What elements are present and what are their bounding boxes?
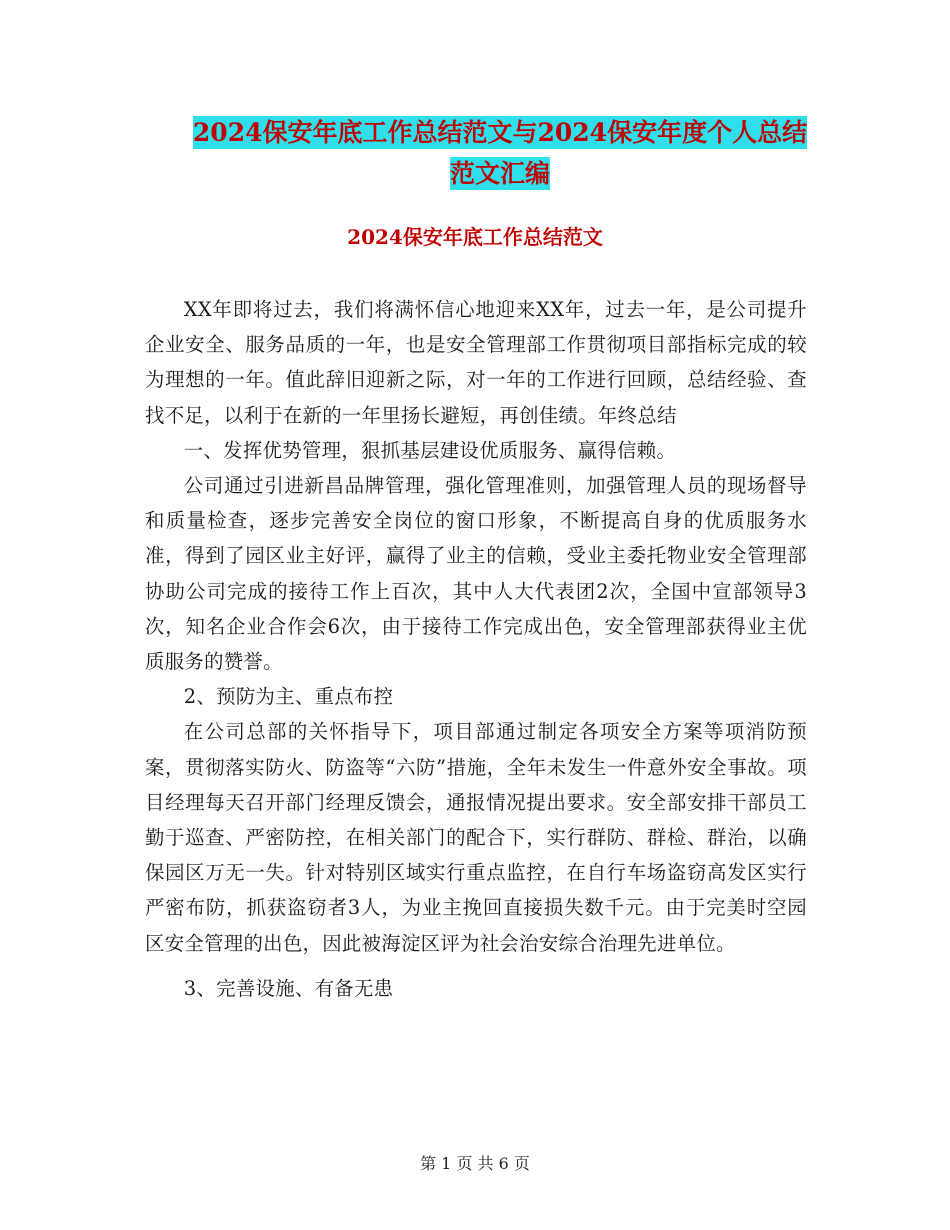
page-footer: 第 1 页 共 6 页 (420, 1154, 530, 1173)
paragraph: 公司通过引进新昌品牌管理，强化管理准则，加强管理人员的现场督导和质量检查，逐步完善安全岗位的窗口形象，不断提高自身的优质服务水准，得到了园区业主好评，赢得了业主的信赖，受业主委托物业安全管理部协助公司完成的接待工作上百次，其中人大代表团2次，全国中宣部领导3次，知名企业合作会6次，由于接待工作完成出色，安全管理部获得业主优质服务的赞誉。 (145, 474, 807, 674)
paragraph: 2、预防为主、重点布控 (183, 685, 394, 709)
paragraph: 一、发挥优势管理，狠抓基层建设优质服务、赢得信赖。 (183, 438, 677, 462)
paragraph: 在公司总部的关怀指导下，项目部通过制定各项安全方案等项消防预案，贯彻落实防火、防盗等“六防”措施，全年未发生一件意外安全事故。项目经理每天召开部门经理反馈会，通报情况提出要求。安全部安排干部员工勤于巡查、严密防控，在相关部门的配合下，实行群防、群检、群治，以确保园区万无一失。针对特别区域实行重点监控，在自行车场盗窃高发区实行严密布防，抓获盗窃者3人，为业主挽回直接损失数千元。由于完美时空园区安全管理的出色，因此被海淀区评为社会治安综合治理先进单位。 (145, 720, 807, 955)
document-title-line1: 2024保安年底工作总结范文与2024保安年度个人总结 (192, 118, 808, 147)
document-body (145, 292, 807, 1006)
document-title-line2: 范文汇编 (449, 159, 550, 188)
paragraph: XX年即将过去，我们将满怀信心地迎来XX年，过去一年，是公司提升企业安全、服务品质的一年，也是安全管理部工作贯彻项目部指标完成的较为理想的一年。值此辞旧迎新之际，对一年的工作进行回顾，总结经验、查找不足，以利于在新的一年里扬长避短，再创佳绩。年终总结 (145, 298, 807, 427)
document-title (120, 112, 880, 194)
section-title: 2024保安年底工作总结范文 (347, 225, 603, 249)
paragraph: 3、完善设施、有备无患 (183, 976, 394, 1000)
